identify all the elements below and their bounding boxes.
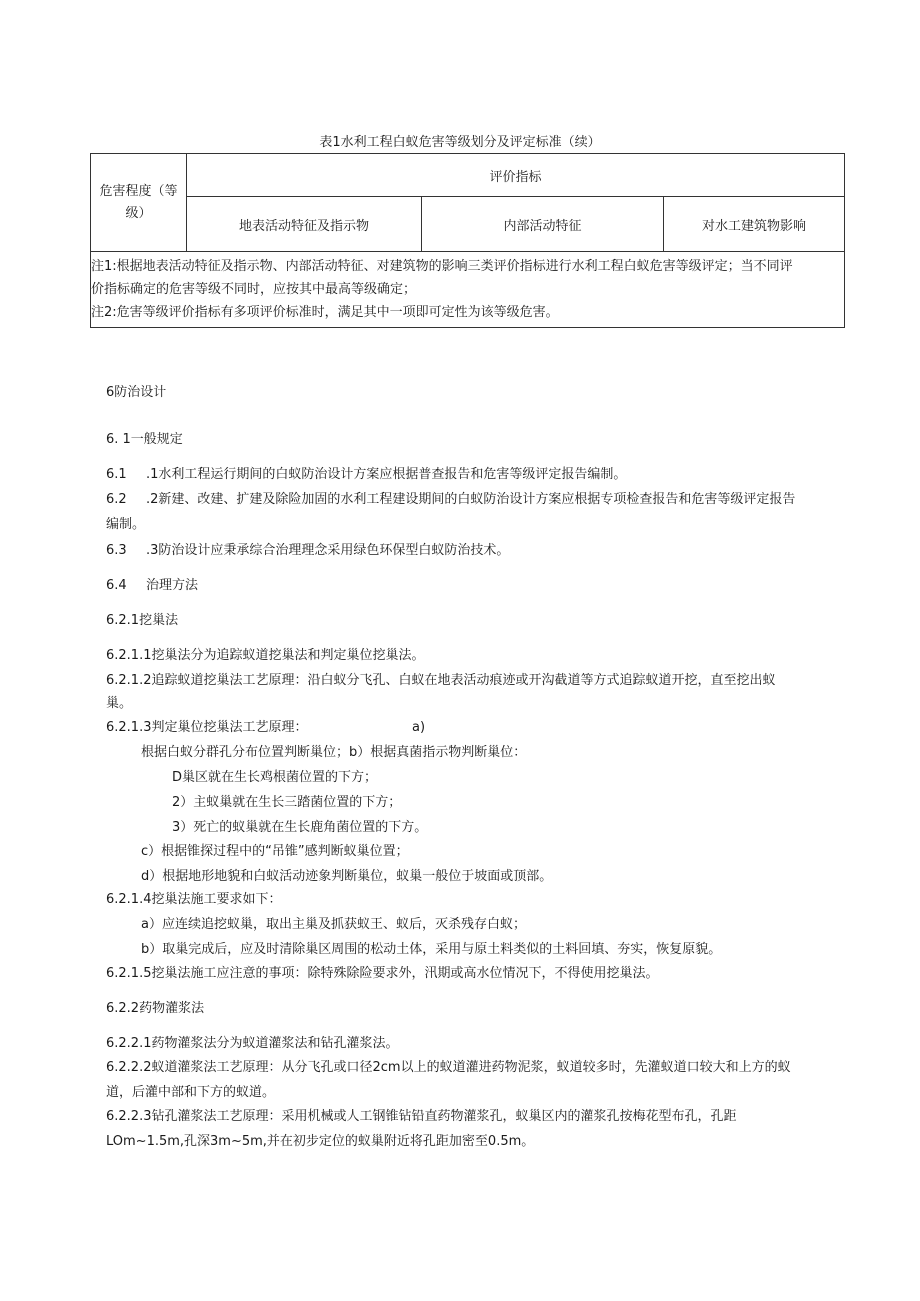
header-hazard-level-line2: 级）	[125, 205, 152, 221]
clause-6-2-2-2-line1: 6.2.2.2蚁道灌浆法工艺原理：从分飞孔或口径2cm以上的蚁道灌进药物泥浆，蚁道较多时，先灌蚁道口较大和上方的蚁	[106, 1060, 791, 1075]
clause-6-2-1-3-c: c）根据锥探过程中的“吊锥”感判断蚁巢位置；	[141, 844, 409, 859]
note-1-line1: 注1:根据地表活动特征及指示物、内部活动特征、对建筑物的影响三类评价指标进行水利工程白蚁危害等级评定；当不同评	[91, 259, 793, 274]
note-2: 注2:危害等级评价指标有多项评价标准时，满足其中一项即可定性为该等级危害。	[91, 305, 559, 320]
subheader-internal-activity: 内部活动特征	[422, 197, 664, 252]
clause-6-2-1-3-item-2: 2）主蚁巢就在生长三踏菌位置的下方；	[172, 795, 402, 810]
subheader-structure-impact: 对水工建筑物影响	[664, 197, 845, 252]
subheader-surface-activity: 地表活动特征及指示物	[187, 197, 422, 252]
clause-6-2-1-1: 6.2.1.1挖巢法分为追踪蚁道挖巢法和判定巢位挖巢法。	[106, 648, 425, 663]
heading-6-2-1: 6.2.1挖巢法	[106, 613, 179, 628]
clause-6-2-text: .2新建、改建、扩建及除险加固的水利工程建设期间的白蚁防治设计方案应根据专项检查报告和危害等级评定报告	[146, 492, 796, 507]
clause-6-2-1-3-head: 6.2.1.3判定巢位挖巢法工艺原理：	[106, 720, 308, 735]
clause-6-2-number: 6.2	[106, 492, 127, 507]
table-notes	[91, 252, 845, 328]
clause-6-2-1-3-line2: 根据白蚁分群孔分布位置判断巢位；b）根据真菌指示物判断巢位：	[141, 745, 527, 760]
heading-6-2-2: 6.2.2药物灌浆法	[106, 1001, 205, 1016]
clause-6-3-text: .3防治设计应秉承综合治理理念采用绿色环保型白蚁防治技术。	[146, 543, 510, 558]
clause-6-3-number: 6.3	[106, 543, 127, 558]
clause-6-2-1-4-b: b）取巢完成后，应及时清除巢区周围的松动土体，采用与原土料类似的土料回填、夯实，恢复原貌。	[141, 942, 722, 957]
clause-6-2-2-2-line2: 道，后灌中部和下方的蚁道。	[106, 1085, 276, 1100]
header-hazard-level-line1: 危害程度（等	[99, 183, 178, 199]
hazard-grade-table	[90, 153, 845, 328]
clause-6-2-1-2-line2: 巢。	[106, 696, 133, 711]
clause-6-2-2-3-line2: LOm~1.5m,孔深3m~5m,并在初步定位的蚁巢附近将孔距加密至0.5m。	[106, 1134, 535, 1149]
note-1-line2: 价指标确定的危害等级不同时，应按其中最高等级确定；	[91, 282, 417, 297]
subsection-heading-6-1: 6. 1一般规定	[106, 432, 183, 447]
table-caption: 表1水利工程白蚁危害等级划分及评定标准（续）	[319, 135, 601, 150]
clause-6-2-1-3-d: d）根据地形地貌和白蚁活动迹象判断巢位，蚁巢一般位于坡面或顶部。	[141, 869, 553, 884]
clause-6-2-2-3-line1: 6.2.2.3钻孔灌浆法工艺原理：采用机械或人工钢锥钻铅直药物灌浆孔，蚁巢区内的灌浆孔按梅花型布孔，孔距	[106, 1109, 737, 1124]
clause-6-4-text: 治理方法	[146, 578, 199, 593]
clause-6-2-1-4-a: a）应连续追挖蚁巢，取出主巢及抓获蚁王、蚁后，灭杀残存白蚁；	[141, 917, 526, 932]
clause-6-4-number: 6.4	[106, 578, 127, 593]
clause-6-2-continuation: 编制。	[106, 517, 146, 532]
clause-6-2-1-5: 6.2.1.5挖巢法施工应注意的事项：除特殊除险要求外，汛期或高水位情况下，不得使用挖巢法。	[106, 966, 659, 981]
clause-6-2-1-3-item-1: D巢区就在生长鸡根菌位置的下方；	[172, 770, 378, 785]
header-evaluation-index: 评价指标	[187, 154, 845, 197]
clause-6-2-1-4-head: 6.2.1.4挖巢法施工要求如下：	[106, 892, 282, 907]
clause-6-2-2-1: 6.2.2.1药物灌浆法分为蚁道灌浆法和钻孔灌浆法。	[106, 1036, 399, 1051]
clause-6-2-1-3-a-label: a)	[412, 720, 426, 735]
section-heading: 6防治设计	[106, 385, 167, 400]
clause-6-1-number: 6.1	[106, 467, 127, 482]
clause-6-1-text: .1水利工程运行期间的白蚁防治设计方案应根据普查报告和危害等级评定报告编制。	[146, 467, 627, 482]
header-hazard-level	[91, 154, 187, 252]
clause-6-2-1-3-item-3: 3）死亡的蚁巢就在生长鹿角菌位置的下方。	[172, 820, 428, 835]
clause-6-2-1-2-line1: 6.2.1.2追踪蚁道挖巢法工艺原理：沿白蚁分飞孔、白蚁在地表活动痕迹或开沟截道等方式追踪蚁道开挖，直至挖出蚁	[106, 673, 776, 688]
